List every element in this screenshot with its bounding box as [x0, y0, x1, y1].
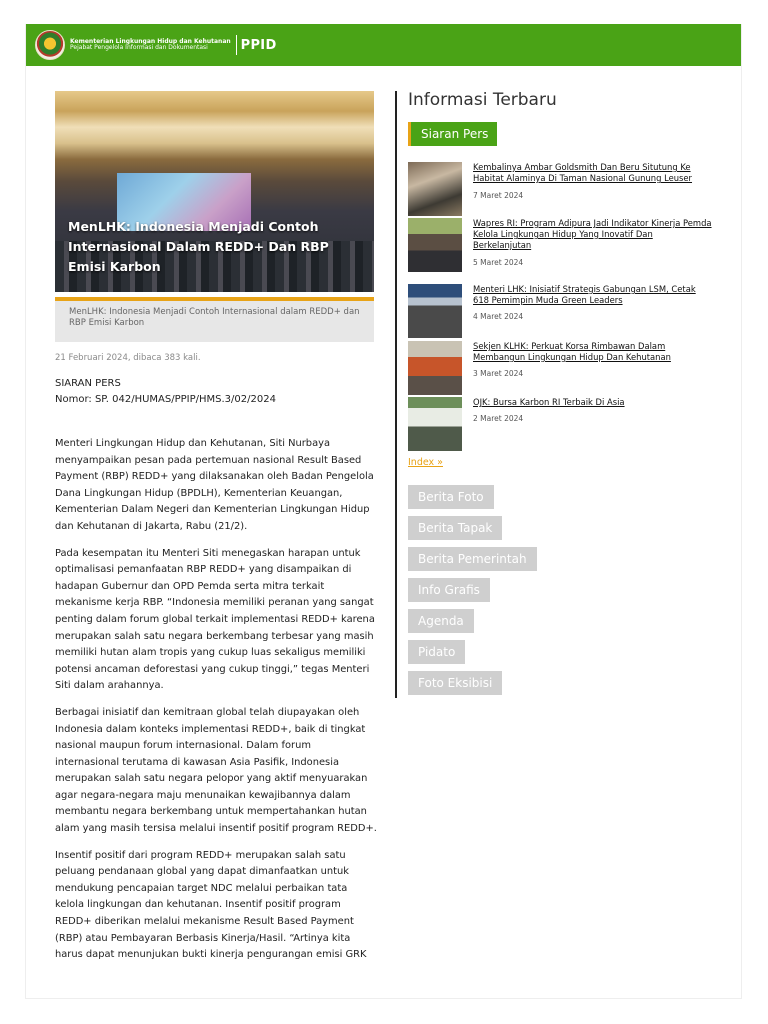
article-meta: 21 Februari 2024, dibaca 383 kali. — [55, 353, 201, 363]
news-thumbnail[interactable] — [408, 284, 462, 338]
news-title-link[interactable]: Wapres RI: Program Adipura Jadi Indikator Kinerja Pemda Kelola Lingkungan Hidup Yang Inovatif Dan Berkelanjutan — [473, 218, 712, 250]
category-info-grafis[interactable]: Info Grafis — [408, 578, 490, 602]
news-thumbnail[interactable] — [408, 341, 462, 395]
category-foto-eksibisi[interactable]: Foto Eksibisi — [408, 671, 502, 695]
tab-siaran-pers[interactable]: Siaran Pers — [408, 122, 497, 146]
org-name: Kementerian Lingkungan Hidup dan Kehutanan — [70, 37, 231, 45]
article-paragraph: Insentif positif dari program REDD+ merupakan salah satu peluang pendanaan global yang dapat dimanfaatkan untuk mendukung pencapaian target NDC melalui perbaikan tata kelola lingkungan dan kehutanan. Insentif positif program REDD+ diberikan melalui mekanisme Result Based Payment (RBP) atau Pembayaran Berbasis Kinerja/Hasil. “Artinya kita harus dapat menunjukan bukti kinerja pengurangan emisi GRK — [55, 849, 367, 961]
article-body — [55, 436, 377, 964]
news-thumbnail[interactable] — [408, 397, 462, 451]
sidebar-title: Informasi Terbaru — [408, 90, 557, 110]
article-paragraph: Menteri Lingkungan Hidup dan Kehutanan, Siti Nurbaya menyampaikan pesan pada pertemuan nasional Result Based Payment (RBP) REDD+ yang dilaksanakan oleh Badan Pengelola Dana Lingkungan Hidup (BPDLH), Kementerian Keuangan, Kementerian Dalam Negeri dan Kementerian Lingkungan Hidup dan Kehutanan di Jakarta, Rabu (21/2). — [55, 438, 374, 532]
category-pidato[interactable]: Pidato — [408, 640, 465, 664]
news-thumbnail[interactable] — [408, 218, 462, 272]
index-link[interactable]: Index » — [408, 457, 443, 468]
category-berita-tapak[interactable]: Berita Tapak — [408, 516, 502, 540]
article-header — [55, 376, 375, 408]
news-date: 2 Maret 2024 — [473, 414, 524, 423]
hero-image[interactable] — [55, 91, 374, 292]
category-berita-foto[interactable]: Berita Foto — [408, 485, 494, 509]
news-thumbnail[interactable] — [408, 162, 462, 216]
news-item[interactable] — [408, 284, 718, 338]
org-subtitle: Pejabat Pengelola Informasi dan Dokumentasi — [70, 44, 208, 51]
press-release-number: Nomor: SP. 042/HUMAS/PPIP/HMS.3/02/2024 — [55, 394, 276, 405]
brand-label[interactable]: PPID — [240, 37, 277, 53]
news-title-link[interactable]: Menteri LHK: Inisiatif Strategis Gabungan LSM, Cetak 618 Pemimpin Muda Green Leaders — [473, 284, 696, 305]
footer-divider — [25, 998, 742, 999]
news-date: 3 Maret 2024 — [473, 369, 524, 378]
news-date: 4 Maret 2024 — [473, 312, 524, 321]
news-title-link[interactable]: OJK: Bursa Karbon RI Terbaik Di Asia — [473, 397, 625, 407]
image-caption: MenLHK: Indonesia Menjadi Contoh Internasional dalam REDD+ dan RBP Emisi Karbon — [55, 301, 374, 342]
hero-title: MenLHK: Indonesia Menjadi Contoh Internasional Dalam REDD+ Dan RBP Emisi Karbon — [68, 219, 329, 274]
news-date: 7 Maret 2024 — [473, 191, 524, 200]
article-paragraph: Berbagai inisiatif dan kemitraan global telah diupayakan oleh Indonesia dalam konteks implementasi REDD+, baik di tingkat nasional maupun forum internasional. Dalam forum internasional terutama di kawasan Asia Pasifik, Indonesia merupakan salah satu negara pelopor yang aktif menyuarakan agar negara-negara maju menunaikan kewajibannya dalam membantu negara berkembang untuk mempertahankan hutan alam yang masih tersisa melalui insentif positif program REDD+. — [55, 706, 377, 835]
news-item[interactable] — [408, 218, 718, 272]
category-agenda[interactable]: Agenda — [408, 609, 474, 633]
sidebar-divider — [395, 91, 397, 698]
category-berita-pemerintah[interactable]: Berita Pemerintah — [408, 547, 537, 571]
news-item[interactable] — [408, 397, 718, 451]
news-item[interactable] — [408, 341, 718, 395]
press-release-label: SIARAN PERS — [55, 378, 121, 389]
news-title-link[interactable]: Sekjen KLHK: Perkuat Korsa Rimbawan Dalam Membangun Lingkungan Hidup Dan Kehutanan — [473, 341, 671, 362]
news-title-link[interactable]: Kembalinya Ambar Goldsmith Dan Beru Situtung Ke Habitat Alaminya Di Taman Nasional Gunung Leuser — [473, 162, 693, 183]
article-paragraph: Pada kesempatan itu Menteri Siti menegaskan harapan untuk optimalisasi pemanfaatan RBP REDD+ yang disampaikan di hadapan Gubernur dan OPD Pemda serta mitra terkait mekanisme kerja RBP. “Indonesia memiliki peranan yang sangat penting dalam forum global terkait implementasi REDD+ karena merupakan salah satu negara berkembang terbesar yang masih memiliki hutan alam tropis yang cukup luas sekaligus memiliki potensi ancaman deforestasi yang cukup tinggi,” tegas Menteri Siti dalam arahannya. — [55, 547, 375, 692]
news-date: 5 Maret 2024 — [473, 258, 524, 267]
news-item[interactable] — [408, 162, 718, 216]
